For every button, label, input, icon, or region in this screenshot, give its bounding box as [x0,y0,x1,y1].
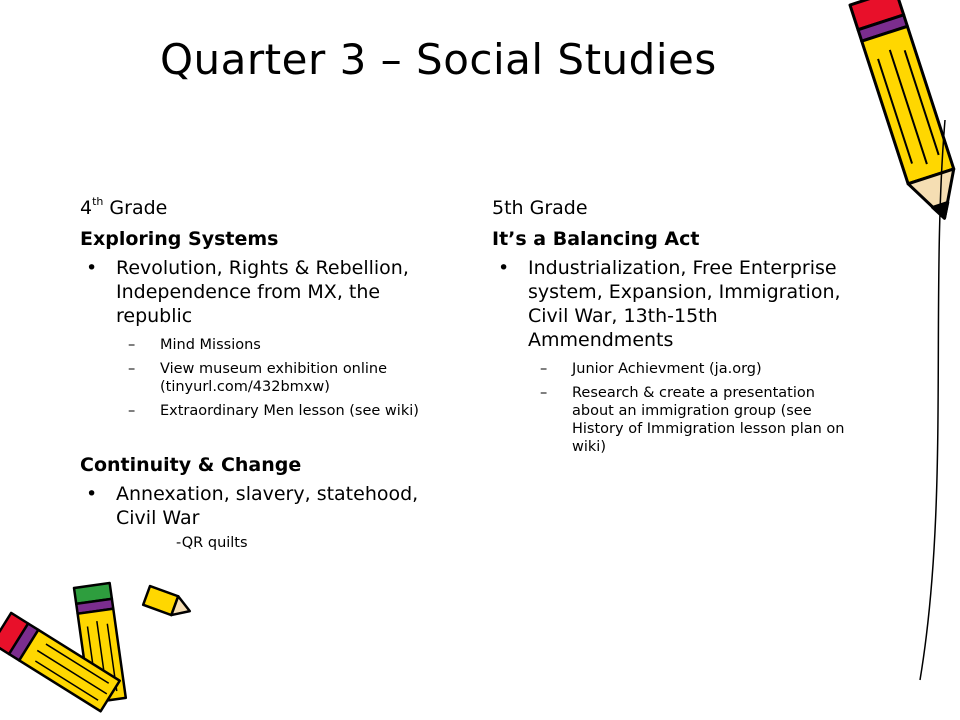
sub-dash: – [128,361,136,377]
bullet-dot: • [498,257,510,279]
sub-dash: – [540,385,548,401]
grade-number: 4 [80,197,93,219]
sub-item [80,336,440,354]
bullet-item [80,482,440,530]
sub-item [80,360,440,396]
sub-dash: – [128,337,136,353]
bullet-text: Revolution, Rights & Rebellion, Independence from MX, the republic [116,257,409,327]
spacer [80,426,440,450]
sub-list [80,336,440,420]
sub-dash: – [540,361,548,377]
grade-suffix: th [92,194,104,208]
bullet-item [80,256,440,328]
grade-label [80,194,440,222]
sub-text: View museum exhibition online (tinyurl.com/432bmxw) [160,361,388,395]
bullet-text: Annexation, slavery, statehood, Civil War [116,483,419,529]
sub-text: Research & create a presentation about an immigration group (see History of Immigration lesson plan on wiki) [572,385,845,455]
bullet-dot: • [86,483,98,505]
section-heading: Exploring Systems [80,228,279,250]
pencil-icon [0,610,140,720]
grade-label: 5th Grade [492,197,588,219]
sub-dash: – [128,403,136,419]
sub-text: Mind Missions [160,337,261,353]
fourth-grade-column [80,194,440,552]
sub-item [80,402,440,420]
bullet-text: Industrialization, Free Enterprise system, Expansion, Immigration, Civil War, 13th-15th Ammendments [528,257,841,351]
sub-text: Junior Achievment (ja.org) [572,361,762,377]
grade-word: Grade [103,197,168,219]
pencil-icon [780,0,960,720]
slide-title: Quarter 3 – Social Studies [160,35,717,84]
section-heading: Continuity & Change [80,454,302,476]
section-heading: It’s a Balancing Act [492,228,700,250]
sub-text: Extraordinary Men lesson (see wiki) [160,403,419,419]
bullet-dot: • [86,257,98,279]
sub-note: -QR quilts [176,535,248,551]
